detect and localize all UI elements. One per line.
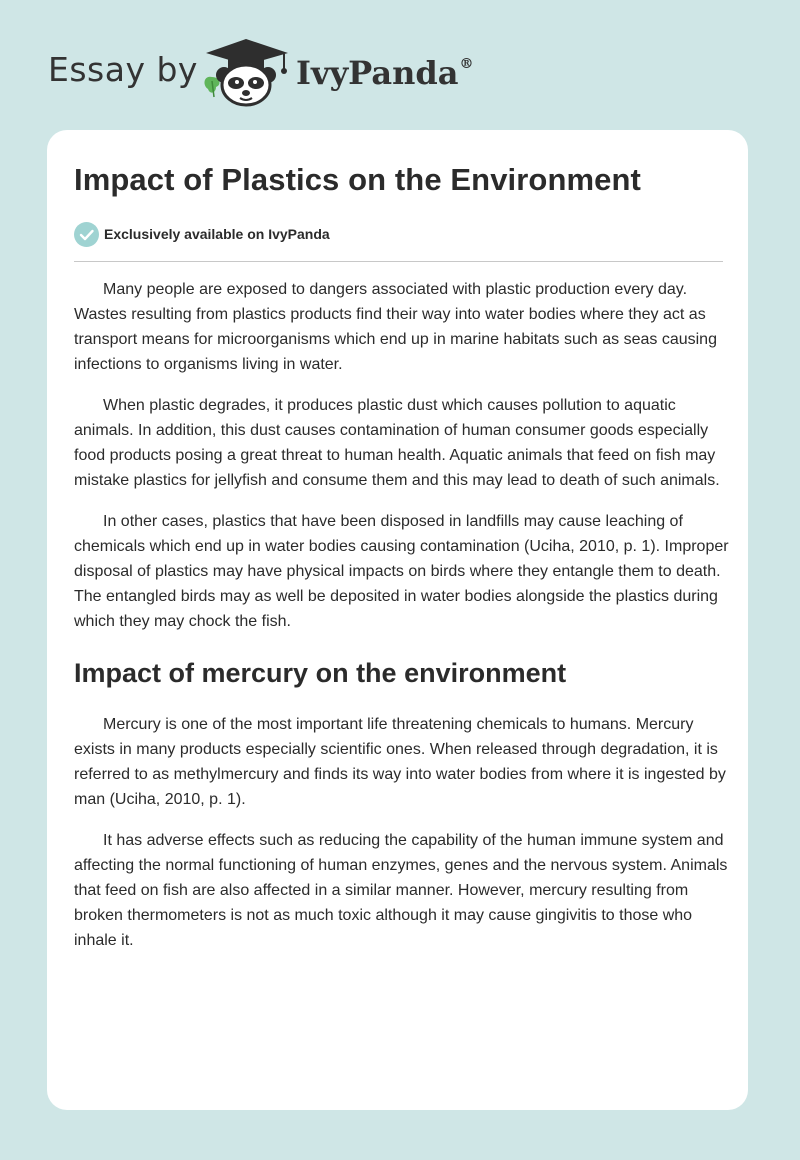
panda-graduate-logo-icon <box>200 35 292 107</box>
paragraph: In other cases, plastics that have been disposed in landfills may cause leaching of chemicals which end up in water bodies causing contamination (Uciha, 2010, p. 1). Improper disposal of plastics may have physical impacts on birds where they entangle them to death. The entangled birds may as well be deposited in water bodies alongside the plastics during which they may chock the fish. <box>74 513 729 630</box>
site-header <box>0 0 800 130</box>
paragraph: When plastic degrades, it produces plastic dust which causes pollution to aquatic animals. In addition, this dust causes contamination of human consumer goods especially food products posing a great threat to human health. Aquatic animals that feed on fish may mistake plastics for jellyfish and consume them and this may lead to death of such animals. <box>74 397 720 489</box>
check-circle-icon <box>74 222 99 247</box>
essay-by-label: Essay by <box>48 50 198 89</box>
page-title: Impact of Plastics on the Environment <box>74 162 641 197</box>
divider <box>74 261 723 262</box>
exclusive-badge-text: Exclusively available on IvyPanda <box>104 226 330 242</box>
registered-mark: ® <box>459 56 474 72</box>
essay-body <box>74 277 729 969</box>
paragraph: It has adverse effects such as reducing the capability of the human immune system and affecting the normal functioning of human enzymes, genes and the nervous system. Animals that feed on fish are also affected in a similar manner. However, mercury resulting from broken thermometers is not as much toxic although it may cause gingivitis to those who inhale it. <box>74 832 728 949</box>
paragraph: Mercury is one of the most important life threatening chemicals to humans. Mercury exists in many products especially scientific ones. When released through degradation, it is referred to as methylmercury and finds its way into water bodies from where it is ingested by man (Uciha, 2010, p. 1). <box>74 716 726 808</box>
paragraph: Many people are exposed to dangers associated with plastic production every day. Wastes resulting from plastics products find their way into water bodies where they act as transport means for microorganisms which end up in marine habitats such as seas causing infections to organisms living in water. <box>74 281 717 373</box>
section-heading: Impact of mercury on the environment <box>74 658 567 688</box>
essay-card <box>47 130 748 1110</box>
brand-name: IvyPanda® <box>296 54 474 92</box>
exclusive-badge <box>74 221 330 247</box>
